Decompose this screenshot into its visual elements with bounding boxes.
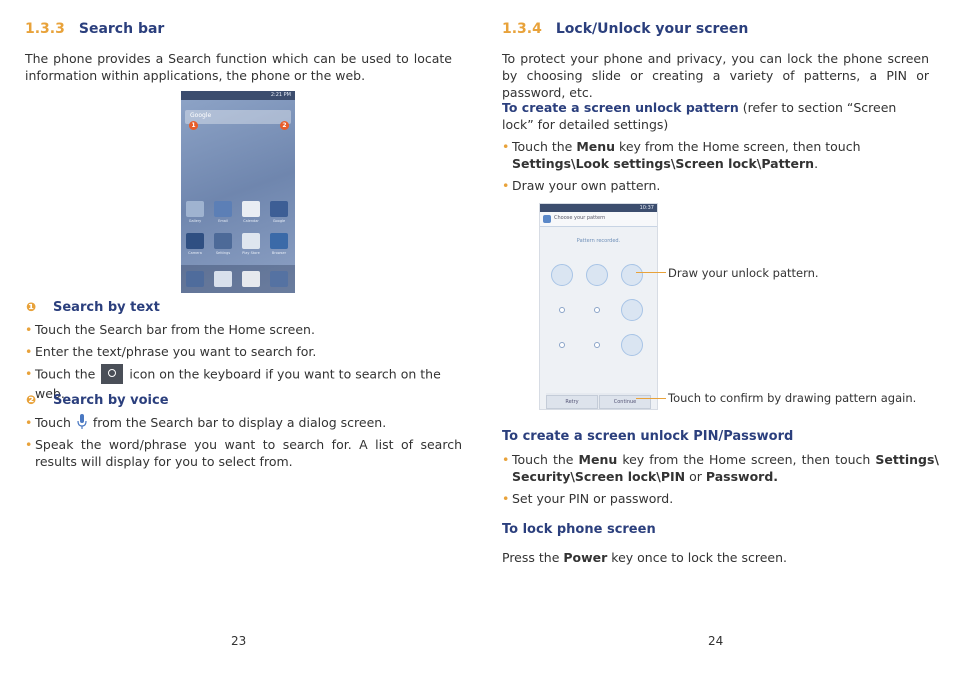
pattern-node: [594, 342, 600, 348]
lock-phone-text: [502, 549, 929, 566]
status-bar: [181, 91, 295, 100]
pattern-screen-screenshot: [539, 203, 658, 410]
app-label: Settings: [215, 251, 231, 255]
retry-button[interactable]: Retry: [546, 395, 598, 409]
pattern-bullet-1: [502, 138, 939, 172]
app-label: Play Store: [242, 251, 260, 255]
callout-draw-pattern: Draw your unlock pattern.: [668, 266, 819, 280]
lock-phone-heading: To lock phone screen: [502, 522, 656, 537]
menu-key-text: Menu: [578, 452, 618, 467]
callout-line-2: [636, 398, 666, 399]
menu-key-text: Menu: [576, 139, 616, 154]
pattern-node: [559, 307, 565, 313]
pattern-buttons: [546, 393, 650, 409]
email-app-icon: [214, 201, 232, 217]
status-bar: [540, 204, 657, 212]
search-by-voice-bullet-2: • Speak the word/phrase you want to search for. A list of search results will display for you to select from.: [25, 436, 462, 470]
pattern-header: [540, 212, 657, 227]
bullet-text: Touch the: [512, 452, 579, 467]
callout-badge-1: 1: [189, 121, 198, 130]
app-drawer-icon: [270, 271, 288, 287]
app-label: Google: [272, 219, 286, 223]
search-bar-intro: The phone provides a Search function which can be used to locate information within applications, the phone or the web.: [25, 51, 452, 83]
bullet-text: Touch: [35, 415, 71, 430]
google-folder-icon: [270, 201, 288, 217]
section-number: 1.3.3: [25, 21, 65, 37]
section-heading-lock-unlock: [502, 21, 748, 37]
camera-app-icon: [186, 233, 204, 249]
bullet-text: or: [685, 469, 706, 484]
power-key-text: Power: [563, 550, 608, 565]
pattern-node: [551, 264, 573, 286]
password-text: Password.: [705, 469, 779, 484]
search-by-voice-number: ❷: [26, 393, 37, 407]
pin-heading: To create a screen unlock PIN/Password: [502, 429, 794, 444]
pattern-header-text: Choose your pattern: [554, 215, 606, 221]
section-title: Search bar: [78, 21, 165, 37]
phone-app-icon: [186, 271, 204, 287]
callout-badge-2: 2: [280, 121, 289, 130]
bullet-text: Touch the: [512, 139, 577, 154]
bullet-text: Touch the: [35, 366, 96, 382]
pattern-node: [586, 264, 608, 286]
section-heading-search-bar: [25, 21, 164, 37]
browser-app-icon: [270, 233, 288, 249]
app-label: Gallery: [188, 219, 202, 223]
gallery-app-icon: [186, 201, 204, 217]
pattern-node: [621, 334, 643, 356]
status-time: 10:37: [639, 205, 654, 211]
settings-path: Settings\Look settings\Screen lock\Pattern: [512, 156, 815, 171]
continue-button[interactable]: Continue: [599, 395, 651, 409]
lock-settings-icon: [543, 215, 551, 223]
pattern-node: [594, 307, 600, 313]
settings-path: Settings\ Security\Screen lock\PIN: [512, 452, 939, 484]
search-by-voice-heading: Search by voice: [53, 393, 169, 408]
lock-intro: To protect your phone and privacy, you can lock the phone screen by choosing slide or creating a variety of patterns, a PIN or password, etc.: [502, 51, 929, 100]
dock: [181, 265, 295, 293]
body-text: key once to lock the screen.: [607, 550, 787, 565]
pin-bullet-1: [502, 451, 939, 485]
microphone-icon: [77, 414, 87, 430]
section-title: Lock/Unlock your screen: [555, 21, 749, 37]
calendar-app-icon: [242, 201, 260, 217]
bullet-text: key from the Home screen, then touch: [617, 452, 876, 467]
messaging-app-icon: [242, 271, 260, 287]
home-screen-screenshot: [181, 91, 295, 293]
search-by-text-heading: Search by text: [53, 300, 160, 315]
pattern-bullet-2: • Draw your own pattern.: [502, 177, 939, 194]
search-bar-text: Google: [190, 112, 212, 119]
callout-confirm-pattern: Touch to confirm by drawing pattern again.: [668, 391, 917, 405]
search-by-text-number: ❶: [26, 300, 37, 314]
section-number: 1.3.4: [502, 21, 542, 37]
pattern-node: [559, 342, 565, 348]
contacts-app-icon: [214, 271, 232, 287]
pattern-recorded-text: Pattern recorded.: [576, 238, 621, 244]
pattern-node: [621, 299, 643, 321]
bullet-text: icon on the keyboard if you want to search on the web.: [35, 366, 441, 401]
search-by-text-bullet-1: • Touch the Search bar from the Home screen.: [25, 321, 455, 338]
status-time: 2:21 PM: [270, 92, 291, 98]
bullet-text: key from the Home screen, then touch: [615, 139, 861, 154]
search-key-icon: [101, 364, 123, 384]
search-by-voice-bullet-1: [25, 414, 462, 432]
pattern-heading: [502, 99, 929, 133]
search-by-text-bullet-2: • Enter the text/phrase you want to search for.: [25, 343, 455, 360]
pattern-heading-bold: To create a screen unlock pattern: [502, 100, 739, 115]
pattern-heading-rest: (refer to section “Screen lock” for detailed settings): [502, 100, 897, 132]
bullet-text: from the Search bar to display a dialog screen.: [92, 415, 387, 430]
settings-app-icon: [214, 233, 232, 249]
app-label: Browser: [271, 251, 287, 255]
app-label: Camera: [188, 251, 202, 255]
play-store-app-icon: [242, 233, 260, 249]
callout-line-1: [636, 272, 666, 273]
pattern-node: [621, 264, 643, 286]
pin-bullet-2: • Set your PIN or password.: [502, 490, 939, 507]
google-search-bar: [185, 110, 291, 124]
app-label: Calendar: [243, 219, 259, 223]
bullet-text: .: [814, 156, 819, 171]
app-label: Email: [218, 219, 228, 223]
page-number-right: 24: [708, 634, 724, 648]
body-text: Press the: [502, 550, 564, 565]
page-number-left: 23: [231, 634, 247, 648]
